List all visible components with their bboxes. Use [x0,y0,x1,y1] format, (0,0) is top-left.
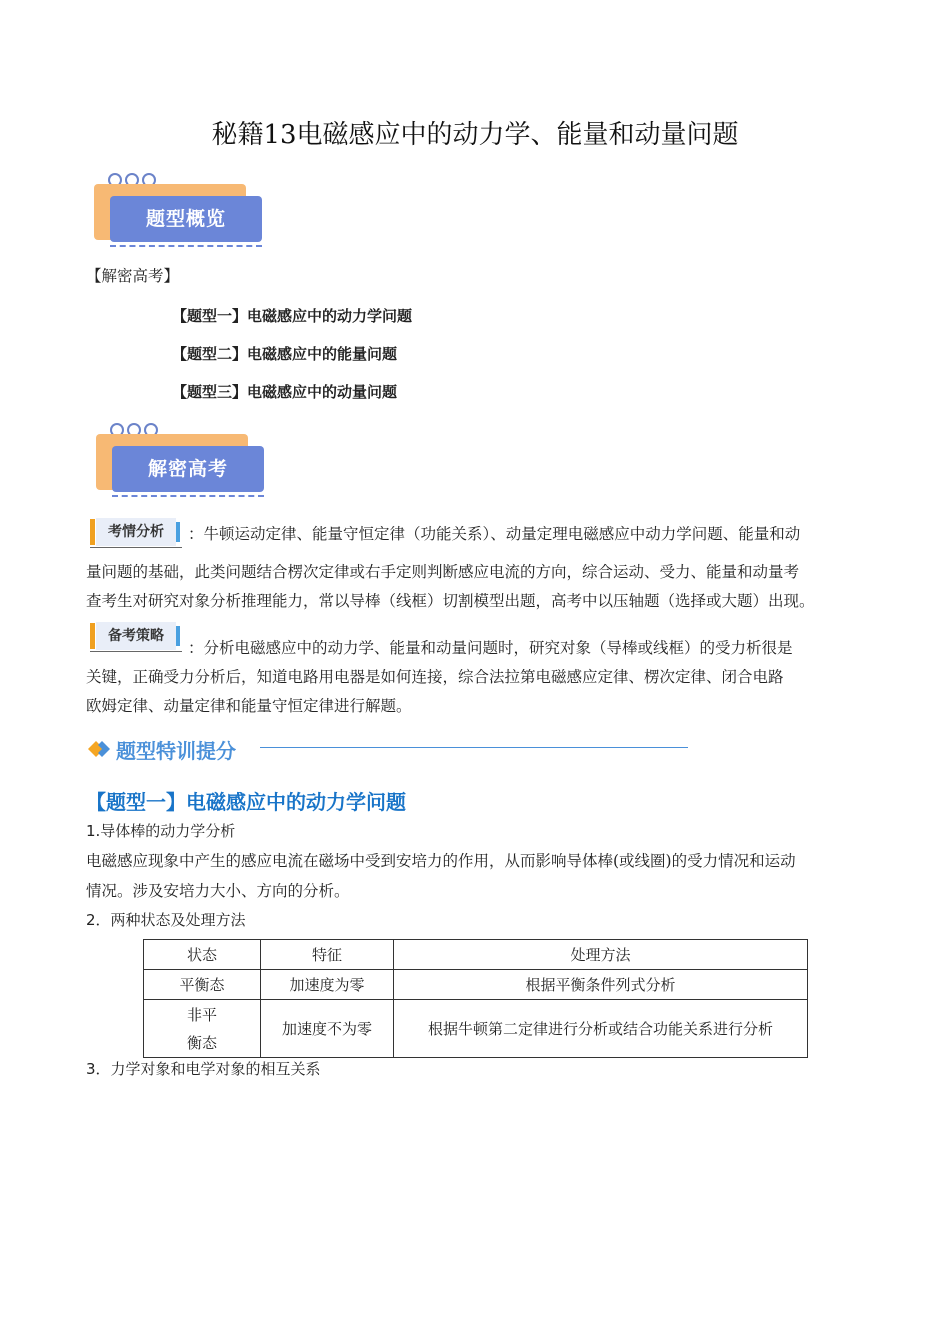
type1-para1-line1: 电磁感应现象中产生的感应电流在磁场中受到安培力的作用，从而影响导体棒(或线圈)的受力情况和运动 [86,852,796,870]
analysis-line-3: 查考生对研究对象分析推理能力，常以导棒（线框）切割模型出题，高考中以压轴题（选择或大题）出现。 [86,592,815,610]
state-table [143,939,808,1058]
analysis-line-1: ：牛顿运动定律、能量守恒定律（功能关系）、动量定理电磁感应中动力学问题、能量和动 [188,525,801,543]
overview-heading: 【解密高考】 [86,267,180,285]
table-cell: 非平 衡态 [144,1000,261,1058]
overview-item-2: 【题型二】电磁感应中的能量问题 [172,345,398,363]
strategy-tag [90,622,182,652]
page-title: 秘籍13电磁感应中的动力学、能量和动量问题 [211,120,739,150]
analysis-tag-label: 考情分析 [96,518,176,546]
analysis-tag [90,518,182,548]
table-row [144,970,808,1000]
analysis-line-2: 量问题的基础，此类问题结合楞次定律或右手定则判断感应电流的方向，综合运动、受力、能量和动量考 [86,563,800,581]
table-cell: 根据平衡条件列式分析 [394,970,808,1000]
strategy-line-3: 欧姆定律、动量定律和能量守恒定律进行解题。 [86,697,412,715]
strategy-tag-label: 备考策略 [96,622,176,650]
table-cell: 根据牛顿第二定律进行分析或结合功能关系进行分析 [394,1000,808,1058]
table-header-cell: 状态 [144,940,261,970]
table-cell: 平衡态 [144,970,261,1000]
table-header-cell: 处理方法 [394,940,808,970]
type1-sub1: 1.导体棒的动力学分析 [86,822,236,840]
overview-item-3: 【题型三】电磁感应中的动量问题 [172,383,398,401]
banner-dash-line [112,495,264,497]
banner-decode [96,422,276,504]
overview-item-1: 【题型一】电磁感应中的动力学问题 [172,307,413,325]
table-cell: 加速度为零 [261,970,394,1000]
banner-overview [94,172,274,254]
banner-label: 解密高考 [112,446,264,492]
strategy-line-2: 关键，正确受力分析后，知道电路用电器是如何连接，综合法拉第电磁感应定律、楞次定律、闭合电路 [86,668,784,686]
table-header-row [144,940,808,970]
type1-sub2: 2．两种状态及处理方法 [86,911,246,929]
section-header [88,735,688,763]
section-divider [260,747,688,748]
section-header-label: 题型特训提分 [116,739,236,763]
table-header-cell: 特征 [261,940,394,970]
type1-para1-line2: 情况。涉及安培力大小、方向的分析。 [86,882,350,900]
type1-sub3: 3．力学对象和电学对象的相互关系 [86,1060,321,1078]
diamond-icon [88,739,110,759]
banner-label: 题型概览 [110,196,262,242]
table-row [144,1000,808,1058]
type1-heading: 【题型一】电磁感应中的动力学问题 [86,790,406,814]
banner-dash-line [110,245,262,247]
table-cell: 加速度不为零 [261,1000,394,1058]
strategy-line-1: ：分析电磁感应中的动力学、能量和动量问题时，研究对象（导棒或线框）的受力析很是 [188,639,793,657]
